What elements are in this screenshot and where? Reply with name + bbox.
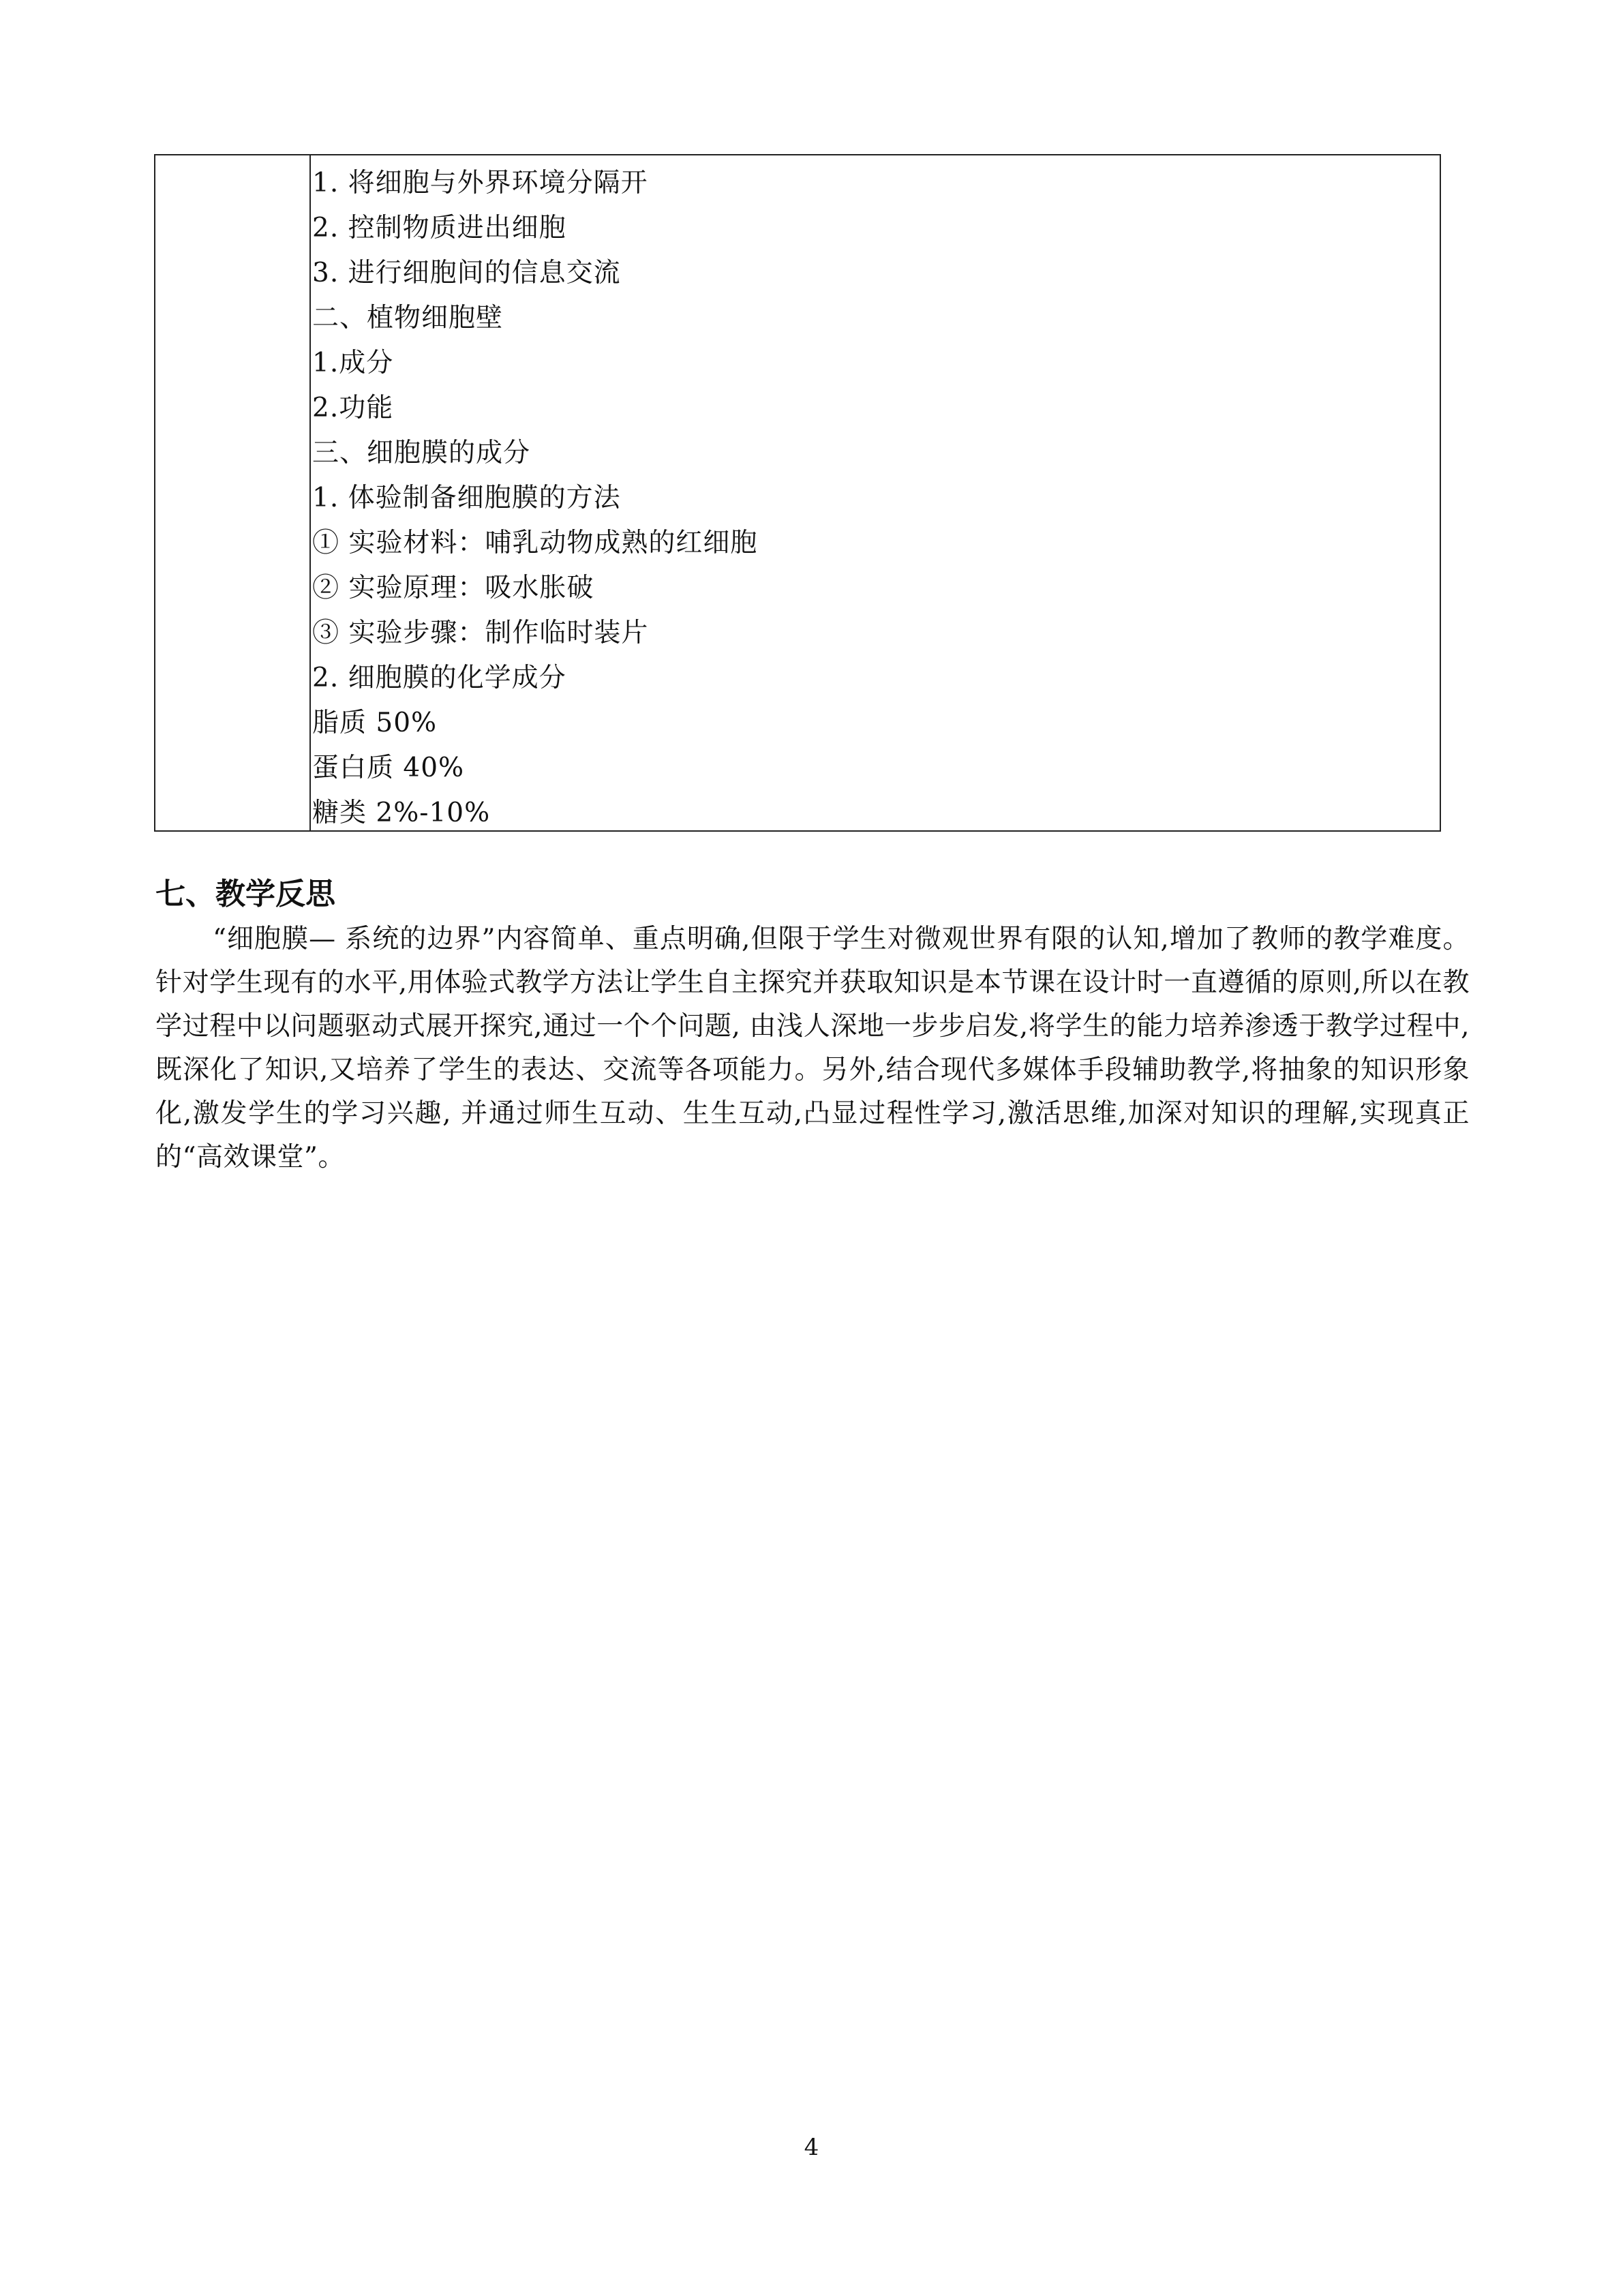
board-line: 1.成分 bbox=[312, 348, 394, 378]
board-line: ③ 实验步骤：制作临时装片 bbox=[312, 618, 649, 648]
reflection-paragraph: “细胞膜— 系统的边界”内容简单、重点明确,但限于学生对微观世界有限的认知,增加了教师的教学难度。针对学生现有的水平,用体验式教学方法让学生自主探究并获取知识是本节课在设计时一直遵循的原则,所以在教学过程中以问题驱动式展开探究,通过一个个问题, 由浅人深地一步步启发,将学生的能力培养渗透于教学过程中, 既深化了知识,又培养了学生的表达、交流等各项能力。另外,结合现代多媒体手段辅助教学,将抽象的知识形象化,激发学生的学习兴趣, 并通过师生互动、生生互动,凸显过程性学习,激活思维,加深对知识的理解,实现真正的“高效课堂”。 bbox=[155, 924, 1470, 1173]
board-line: 2. 控制物质进出细胞 bbox=[312, 213, 566, 243]
board-line: 2. 细胞膜的化学成分 bbox=[312, 663, 566, 693]
board-line: 1. 体验制备细胞膜的方法 bbox=[312, 483, 621, 513]
board-line: 蛋白质 40% bbox=[312, 753, 465, 783]
section-heading-reflection: 七、教学反思 bbox=[155, 877, 335, 911]
board-line: 3. 进行细胞间的信息交流 bbox=[312, 258, 621, 288]
board-line: 脂质 50% bbox=[312, 708, 438, 738]
board-line: 三、细胞膜的成分 bbox=[312, 438, 531, 468]
board-line: ① 实验材料：哺乳动物成熟的红细胞 bbox=[312, 528, 758, 558]
board-line: 1. 将细胞与外界环境分隔开 bbox=[312, 168, 648, 198]
board-design-table bbox=[154, 154, 1441, 832]
page-number: 4 bbox=[804, 2134, 819, 2161]
board-line: 糖类 2%-10% bbox=[312, 798, 491, 828]
board-line: ② 实验原理：吸水胀破 bbox=[312, 573, 594, 603]
table-content-cell bbox=[312, 161, 1433, 836]
board-line: 二、植物细胞壁 bbox=[312, 303, 504, 333]
board-line: 2.功能 bbox=[312, 393, 394, 423]
table-label-cell bbox=[155, 155, 311, 830]
